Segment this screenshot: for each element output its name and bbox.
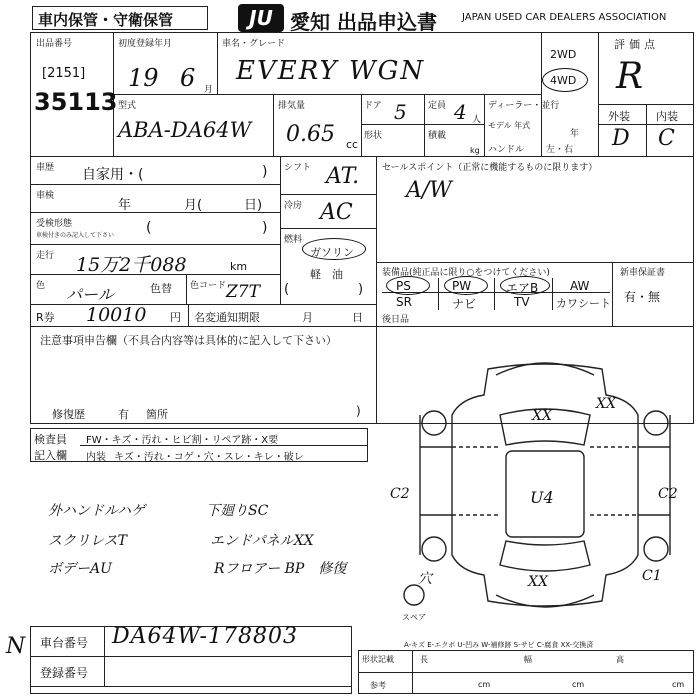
repair-close: ) [356, 404, 361, 418]
warranty-options: 有・無 [624, 290, 661, 304]
equip-pw-circle [444, 276, 488, 295]
displacement-unit: cc [346, 138, 359, 151]
equip-navi: ナビ [452, 297, 477, 311]
rear-items-label: 後日品 [382, 315, 410, 325]
size-unit-3: cm [672, 680, 685, 689]
recycle-label: R券 [36, 311, 55, 324]
damage-legend: A-キズ E-エクボ U-凹み W-補修跡 S-サビ C-腐食 XX-交換済 [404, 641, 594, 649]
remark-1: 外ハンドルハゲ [48, 503, 146, 519]
year-unit: 年 [570, 129, 580, 139]
ju-logo [238, 4, 284, 32]
aircon-value: AC [320, 200, 353, 225]
registration-year: 19 [128, 64, 159, 92]
model-grade-value: EVERY WGN [236, 56, 426, 86]
remark-3: ボデーAU [48, 561, 112, 577]
model-grade-label: 車名・グレード [222, 39, 286, 49]
exterior-value: D [612, 126, 630, 151]
size-width: 幅 [524, 655, 532, 664]
sales-point-label: セールスポイント（正常に機能するものに限ります） [382, 163, 598, 173]
equip-ps-circle [386, 276, 430, 295]
name-change-month: 月 [302, 311, 313, 324]
inspector-label: 検査員 [34, 433, 67, 446]
reg-number-label: 登録番号 [40, 666, 89, 680]
fuel-label: 燃料 [284, 235, 303, 245]
reception-label: 受検形態 [36, 219, 73, 229]
equip-airbag: エアB [506, 281, 539, 295]
notes-label: 注意事項申告欄（不具合内容等は具体的に記入して下さい） [40, 334, 337, 347]
lot-code: [2151] [42, 66, 86, 81]
equip-leather: カワシート [556, 297, 611, 310]
reception-note: 車検付きのみ記入して下さい [36, 232, 115, 239]
mark-right: C2 [658, 486, 678, 502]
remark-5: エンドパネルXX [210, 533, 314, 549]
reception-open: ( [146, 220, 152, 236]
rating-label: 評価点 [614, 38, 659, 51]
remark-2: スクリレスT [48, 533, 127, 549]
chassis-label: 車台番号 [40, 636, 89, 650]
equip-ps: PS [396, 279, 411, 293]
model-year-label: モデル 年式 [488, 121, 531, 130]
color-swap-label: 色替 [150, 282, 172, 295]
inspection-year: 年 [118, 198, 132, 213]
mileage-value: 15万2千088 [76, 254, 187, 276]
fuel-open: ( [284, 282, 290, 297]
lot-number: 35113 [34, 88, 118, 116]
inspector-label-2: 記入欄 [34, 449, 67, 462]
inspection-month: 月( [184, 198, 203, 213]
interior-label: 内装 [656, 110, 678, 123]
registration-label: 初度登録年月 [118, 39, 173, 49]
size-unit-2: cm [572, 680, 585, 689]
equip-tv: TV [514, 295, 530, 309]
reception-close: ) [262, 220, 268, 236]
fuel-close: ) [358, 282, 364, 297]
shift-value: AT. [326, 164, 360, 189]
spare-label: スペア [402, 613, 426, 622]
dealer-label: ディーラー・並行 [488, 101, 560, 111]
margin-mark: N [6, 634, 26, 659]
mark-bottom: XX [528, 574, 548, 590]
size-unit-1: cm [478, 680, 491, 689]
inspection-day: 日) [244, 198, 263, 213]
name-change-label: 名変通知期限 [194, 311, 260, 324]
sales-point-value: A/W [406, 178, 452, 203]
load-unit: kg [470, 146, 480, 155]
inspector-interior-label: 内装 [86, 452, 106, 463]
shift-label: シフト [284, 163, 312, 173]
shape-label: 形状 [364, 131, 383, 141]
doors-value: 5 [394, 100, 407, 124]
size-height: 高 [616, 655, 624, 664]
lot-number-label: 出品番号 [36, 39, 73, 49]
drive-2wd: 2WD [550, 48, 577, 61]
size-length: 長 [420, 655, 428, 664]
repair-history-label: 修復歴 [52, 408, 85, 421]
doors-label: ドア [364, 101, 382, 111]
handle-options: 左・右 [546, 145, 574, 155]
recycle-value: 10010 [86, 304, 147, 326]
handle-label: ハンドル [488, 145, 525, 155]
history-label: 車歴 [36, 163, 55, 173]
capacity-unit: 人 [472, 115, 482, 125]
mark-bottom-right: C1 [642, 568, 662, 584]
mileage-label: 走行 [36, 251, 55, 261]
chassis-value: DA64W-178803 [112, 624, 298, 649]
size-box-label: 形状記載 [362, 655, 394, 664]
displacement-value: 0.65 [286, 122, 335, 147]
model-type-label: 型式 [118, 101, 137, 111]
equip-sr: SR [396, 295, 412, 309]
load-label: 積載 [428, 131, 447, 141]
equip-pw: PW [452, 279, 472, 293]
name-change-day: 日 [352, 311, 363, 324]
color-code-value: Z7T [226, 282, 260, 302]
equip-airbag-circle [500, 276, 550, 295]
month-unit: 月 [204, 85, 214, 95]
capacity-value: 4 [454, 100, 467, 124]
size-ref-label: 参考 [370, 681, 386, 690]
color-value: パール [66, 285, 114, 304]
mark-center: U4 [530, 488, 554, 507]
remark-6: Rフロアー BP 修復 [214, 561, 347, 577]
association-subtitle: JAPAN USED CAR DEALERS ASSOCIATION [462, 12, 667, 23]
remark-4: 下廻りSC [206, 503, 269, 519]
interior-value: C [658, 126, 675, 151]
fuel-diesel: 軽 油 [310, 268, 343, 281]
registration-month: 6 [180, 64, 196, 92]
equip-aw: AW [570, 279, 590, 293]
logo-text: JU [249, 6, 273, 30]
history-value: 自家用・( [82, 167, 144, 183]
inspection-label: 車検 [36, 191, 55, 201]
repair-history-value: 有 [118, 408, 129, 421]
recycle-unit: 円 [170, 311, 181, 324]
drive-4wd: 4WD [550, 74, 577, 87]
mark-bottom-left: 穴 [418, 571, 432, 587]
fuel-gasoline-circle [302, 238, 366, 260]
history-close: ) [262, 164, 268, 180]
inspector-interior-line: キズ・汚れ・コゲ・穴・スレ・キレ・破レ [114, 452, 304, 463]
mileage-unit: km [230, 260, 248, 273]
model-type-value: ABA-DA64W [118, 118, 252, 142]
form-title: 愛知 出品申込書 [290, 10, 437, 34]
inspector-exterior-line: FW・キズ・汚れ・ヒビ割・リペア跡・X要 [86, 435, 279, 446]
mark-top-right: XX [596, 396, 616, 412]
equipment-label: 装備品(純正品に限り○をつけてください) [382, 268, 550, 278]
warranty-label: 新車保証書 [620, 268, 666, 278]
color-code-label: 色コード [190, 281, 227, 291]
capacity-label: 定員 [428, 101, 447, 111]
rating-value: R [616, 56, 644, 97]
mark-left: C2 [390, 486, 410, 502]
storage-label: 車内保管・守衛保管 [38, 11, 174, 29]
fuel-gasoline: ガソリン [310, 246, 354, 259]
color-label: 色 [36, 281, 46, 291]
aircon-label: 冷房 [284, 201, 303, 211]
repair-place-label: 箇所 [146, 408, 168, 421]
mark-top: XX [532, 408, 552, 424]
displacement-label: 排気量 [278, 101, 306, 111]
drive-4wd-circle [542, 68, 588, 92]
exterior-label: 外装 [608, 110, 630, 123]
